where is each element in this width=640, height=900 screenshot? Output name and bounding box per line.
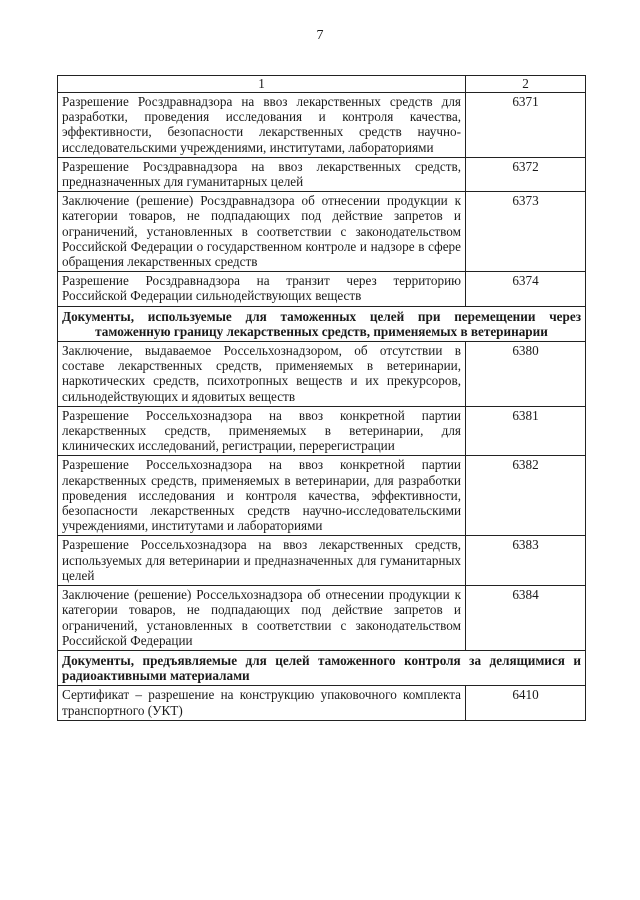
document-code: 6373 [466, 192, 586, 272]
document-code: 6371 [466, 93, 586, 158]
page-number: 7 [316, 28, 324, 43]
document-code: 6374 [466, 272, 586, 306]
document-description: Разрешение Росздравнадзора на транзит через территорию Российской Федерации сильнодействующих веществ [58, 272, 466, 306]
column-header: 2 [466, 76, 586, 93]
table-row [58, 157, 586, 191]
document-code: 6381 [466, 406, 586, 456]
document-code: 6380 [466, 342, 586, 407]
table-row [58, 686, 586, 720]
document-code: 6384 [466, 586, 586, 651]
table-row [58, 93, 586, 158]
document-description: Разрешение Росздравнадзора на ввоз лекарственных средств, предназначенных для гуманитарных целей [58, 157, 466, 191]
document-description: Разрешение Россельхознадзора на ввоз конкретной партии лекарственных средств, применяемых в ветеринарии, для клинических исследований, регистрации, перерегистрации [58, 406, 466, 456]
column-header: 1 [58, 76, 466, 93]
document-description: Заключение (решение) Росздравнадзора об отнесении продукции к категории товаров, не подпадающих под действие запретов и ограничений, установленных в соответствии с законодательством Российской Федерации о государственном контроле и надзоре в сфере обращения лекарственных средств [58, 192, 466, 272]
table-header-row [58, 76, 586, 93]
document-description: Разрешение Росздравнадзора на ввоз лекарственных средств для разработки, проведения исследования и контроля качества, эффективности, безопасности лекарственных средств научно-исследовательскими учреждениями, институтами, лабораториями [58, 93, 466, 158]
document-description: Сертификат – разрешение на конструкцию упаковочного комплекта транспортного (УКТ) [58, 686, 466, 720]
document-code: 6372 [466, 157, 586, 191]
document-code: 6410 [466, 686, 586, 720]
section-heading: Документы, предъявляемые для целей таможенного контроля за делящимися и радиоактивными материалами [58, 650, 586, 685]
table-row [58, 456, 586, 536]
document-description: Заключение (решение) Россельхознадзора об отнесении продукции к категории товаров, не подпадающих под действие запретов и ограничений, установленных в соответствии с законодательством Российской Федерации [58, 586, 466, 651]
section-heading-row [58, 650, 586, 685]
section-heading-row [58, 306, 586, 341]
document-code: 6382 [466, 456, 586, 536]
table-row [58, 536, 586, 586]
document-description: Заключение, выдаваемое Россельхознадзором, об отсутствии в составе лекарственных средств, применяемых в ветеринарии, наркотических средств, психотропных веществ и их прекурсоров, сильнодействующих и ядовитых веществ [58, 342, 466, 407]
document-description: Разрешение Россельхознадзора на ввоз лекарственных средств, используемых для ветеринарии и предназначенных для гуманитарных целей [58, 536, 466, 586]
table-row [58, 192, 586, 272]
document-description: Разрешение Россельхознадзора на ввоз конкретной партии лекарственных средств, применяемых в ветеринарии, для разработки проведения исследования и контроля качества, эффективности, безопасности лекарственных средств научно-исследовательскими учреждениями, институтами и лабораториями [58, 456, 466, 536]
table-row [58, 342, 586, 407]
documents-table [57, 75, 586, 721]
table-row [58, 406, 586, 456]
table-row [58, 272, 586, 306]
section-heading: Документы, используемые для таможенных целей при перемещении через таможенную границу лекарственных средств, применяемых в ветеринарии [58, 306, 586, 341]
table-row [58, 586, 586, 651]
document-code: 6383 [466, 536, 586, 586]
